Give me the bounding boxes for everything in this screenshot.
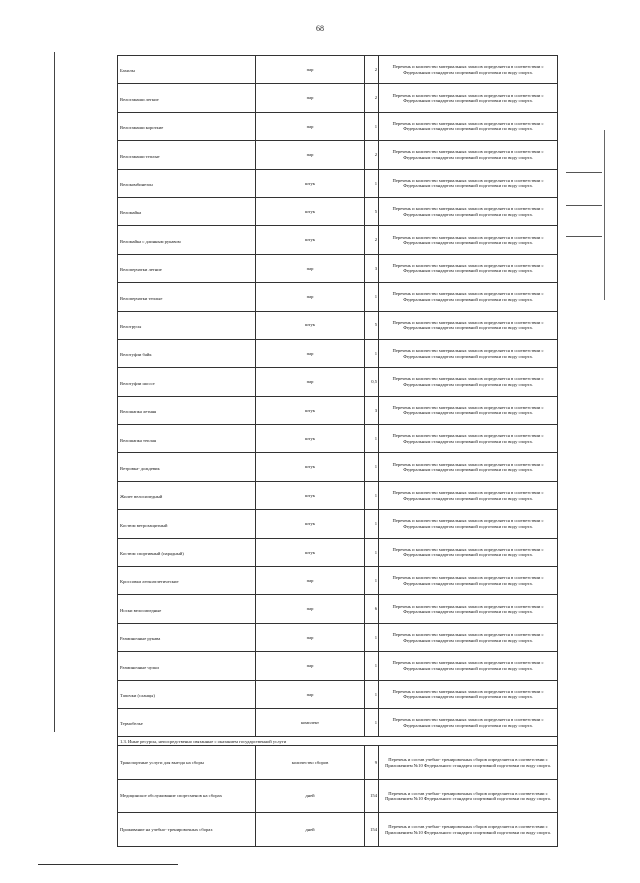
item-unit: штук [256, 226, 365, 254]
table-row [118, 425, 558, 453]
item-unit: пар [256, 84, 365, 112]
item-quantity: 3 [365, 396, 379, 424]
item-quantity: 0,5 [365, 368, 379, 396]
item-note: Перечень и состав учебно- тренировочных сборов определяется в соответствии с Приложением №10 Федерального стандарта спортивной подготовки по виду спорта. [379, 746, 558, 780]
table-row [118, 510, 558, 538]
margin-tick [566, 172, 602, 173]
item-unit: штук [256, 169, 365, 197]
item-note: Перечень и количество материальных запасов определяется в соответствии с Федеральным стандартом спортивной подготовки по виду спорта. [379, 708, 558, 736]
item-quantity: 1 [365, 567, 379, 595]
item-quantity: 1 [365, 453, 379, 481]
item-quantity: 1 [365, 169, 379, 197]
item-note: Перечень и количество материальных запасов определяется в соответствии с Федеральным стандартом спортивной подготовки по виду спорта. [379, 311, 558, 339]
item-unit: штук [256, 453, 365, 481]
table-row [118, 538, 558, 566]
section-body [118, 737, 558, 746]
item-unit: пар [256, 623, 365, 651]
item-unit: пар [256, 567, 365, 595]
item-quantity: 6 [365, 595, 379, 623]
item-note: Перечень и количество материальных запасов определяется в соответствии с Федеральным стандартом спортивной подготовки по виду спорта. [379, 283, 558, 311]
item-name: Носки велосипедные [118, 595, 256, 623]
table-row [118, 708, 558, 736]
item-unit: штук [256, 481, 365, 509]
item-unit: штук [256, 510, 365, 538]
item-unit: дней [256, 779, 365, 813]
item-name: Веломайка [118, 197, 256, 225]
item-name: Ветровка- дождевик [118, 453, 256, 481]
item-name: Бахилы [118, 56, 256, 84]
table-row [118, 595, 558, 623]
item-quantity: 1 [365, 652, 379, 680]
item-quantity: 154 [365, 779, 379, 813]
item-unit: пар [256, 56, 365, 84]
item-unit: комплект [256, 708, 365, 736]
table-row [118, 567, 558, 595]
item-quantity: 154 [365, 813, 379, 847]
item-quantity: 1 [365, 339, 379, 367]
table-row [118, 680, 558, 708]
item-unit: дней [256, 813, 365, 847]
item-quantity: 2 [365, 84, 379, 112]
section-row [118, 737, 558, 746]
item-name: Жилет велосипедный [118, 481, 256, 509]
item-quantity: 1 [365, 112, 379, 140]
item-note: Перечень и количество материальных запасов определяется в соответствии с Федеральным стандартом спортивной подготовки по виду спорта. [379, 425, 558, 453]
item-name: Велогамаши легкие [118, 84, 256, 112]
item-quantity: 2 [365, 226, 379, 254]
item-quantity: 3 [365, 254, 379, 282]
item-name: Кроссовки легкоатлетические [118, 567, 256, 595]
item-name: Разминочные чулки [118, 652, 256, 680]
table-row [118, 169, 558, 197]
item-unit: штук [256, 311, 365, 339]
item-name: Медицинское обслуживание спортсменов на сборах [118, 779, 256, 813]
item-quantity: 1 [365, 510, 379, 538]
item-quantity: 1 [365, 481, 379, 509]
item-unit: пар [256, 283, 365, 311]
item-quantity: 1 [365, 680, 379, 708]
item-name: Велогамаши теплые [118, 141, 256, 169]
item-unit: пар [256, 368, 365, 396]
item-quantity: 5 [365, 197, 379, 225]
item-note: Перечень и количество материальных запасов определяется в соответствии с Федеральным стандартом спортивной подготовки по виду спорта. [379, 396, 558, 424]
item-note: Перечень и количество материальных запасов определяется в соответствии с Федеральным стандартом спортивной подготовки по виду спорта. [379, 169, 558, 197]
extra-items-body [118, 746, 558, 847]
item-note: Перечень и количество материальных запасов определяется в соответствии с Федеральным стандартом спортивной подготовки по виду спорта. [379, 481, 558, 509]
table-row [118, 623, 558, 651]
item-note: Перечень и количество материальных запасов определяется в соответствии с Федеральным стандартом спортивной подготовки по виду спорта. [379, 197, 558, 225]
item-name: Велошапка теплая [118, 425, 256, 453]
right-margin-rule [604, 130, 605, 300]
item-note: Перечень и состав учебно- тренировочных сборов определяется в соответствии с Приложением №10 Федерального стандарта спортивной подготовки по виду спорта. [379, 779, 558, 813]
table-row [118, 112, 558, 140]
item-unit: штук [256, 396, 365, 424]
item-name: Велоперчатки летние [118, 254, 256, 282]
table-row [118, 254, 558, 282]
item-note: Перечень и количество материальных запасов определяется в соответствии с Федеральным стандартом спортивной подготовки по виду спорта. [379, 112, 558, 140]
item-note: Перечень и количество материальных запасов определяется в соответствии с Федеральным стандартом спортивной подготовки по виду спорта. [379, 141, 558, 169]
section-title: 1.3. Иные ресурсы, непосредственно связанные с оказанием государственной услуги [118, 737, 558, 746]
item-name: Веломайка с длинным рукавом [118, 226, 256, 254]
item-note: Перечень и количество материальных запасов определяется в соответствии с Федеральным стандартом спортивной подготовки по виду спорта. [379, 567, 558, 595]
item-note: Перечень и состав учебно- тренировочных сборов определяется в соответствии с Приложением №10 Федерального стандарта спортивной подготовки по виду спорта. [379, 813, 558, 847]
left-margin-rule [54, 52, 55, 732]
resources-table [117, 55, 558, 847]
item-note: Перечень и количество материальных запасов определяется в соответствии с Федеральным стандартом спортивной подготовки по виду спорта. [379, 339, 558, 367]
table-row [118, 481, 558, 509]
table-row [118, 368, 558, 396]
item-note: Перечень и количество материальных запасов определяется в соответствии с Федеральным стандартом спортивной подготовки по виду спорта. [379, 652, 558, 680]
item-unit: пар [256, 680, 365, 708]
item-name: Тапочки (сланцы) [118, 680, 256, 708]
item-unit: пар [256, 595, 365, 623]
item-name: Велотуфли байк [118, 339, 256, 367]
item-quantity: 1 [365, 538, 379, 566]
item-name: Велотуфли шоссе [118, 368, 256, 396]
item-note: Перечень и количество материальных запасов определяется в соответствии с Федеральным стандартом спортивной подготовки по виду спорта. [379, 84, 558, 112]
item-quantity: 1 [365, 425, 379, 453]
item-name: Велокомбинезон [118, 169, 256, 197]
item-unit: пар [256, 112, 365, 140]
item-note: Перечень и количество материальных запасов определяется в соответствии с Федеральным стандартом спортивной подготовки по виду спорта. [379, 56, 558, 84]
item-unit: пар [256, 141, 365, 169]
item-name: Транспортные услуги для выезда на сборы [118, 746, 256, 780]
page-number: 68 [316, 24, 324, 33]
table-row [118, 396, 558, 424]
item-name: Велошапка летняя [118, 396, 256, 424]
item-name: Велотрусы [118, 311, 256, 339]
item-name: Разминочные рукава [118, 623, 256, 651]
item-note: Перечень и количество материальных запасов определяется в соответствии с Федеральным стандартом спортивной подготовки по виду спорта. [379, 510, 558, 538]
table-row [118, 779, 558, 813]
item-name: Костюм ветрозащитный [118, 510, 256, 538]
item-note: Перечень и количество материальных запасов определяется в соответствии с Федеральным стандартом спортивной подготовки по виду спорта. [379, 680, 558, 708]
item-quantity: 9 [365, 746, 379, 780]
table-row [118, 311, 558, 339]
table-row [118, 283, 558, 311]
item-unit: количество сборов [256, 746, 365, 780]
item-quantity: 1 [365, 283, 379, 311]
table-row [118, 56, 558, 84]
item-unit: пар [256, 254, 365, 282]
table-row [118, 141, 558, 169]
item-quantity: 1 [365, 708, 379, 736]
item-quantity: 5 [365, 311, 379, 339]
table-row [118, 197, 558, 225]
item-name: Костюм спортивный (парадный) [118, 538, 256, 566]
item-note: Перечень и количество материальных запасов определяется в соответствии с Федеральным стандартом спортивной подготовки по виду спорта. [379, 453, 558, 481]
table-row [118, 84, 558, 112]
item-quantity: 1 [365, 623, 379, 651]
table-row [118, 226, 558, 254]
item-unit: штук [256, 197, 365, 225]
item-quantity: 2 [365, 141, 379, 169]
table-row [118, 813, 558, 847]
item-note: Перечень и количество материальных запасов определяется в соответствии с Федеральным стандартом спортивной подготовки по виду спорта. [379, 254, 558, 282]
item-note: Перечень и количество материальных запасов определяется в соответствии с Федеральным стандартом спортивной подготовки по виду спорта. [379, 226, 558, 254]
item-unit: штук [256, 538, 365, 566]
item-note: Перечень и количество материальных запасов определяется в соответствии с Федеральным стандартом спортивной подготовки по виду спорта. [379, 623, 558, 651]
footer-rule [38, 864, 178, 865]
item-quantity: 2 [365, 56, 379, 84]
item-note: Перечень и количество материальных запасов определяется в соответствии с Федеральным стандартом спортивной подготовки по виду спорта. [379, 595, 558, 623]
item-name: Велогамаши короткие [118, 112, 256, 140]
item-name: Велоперчатки теплые [118, 283, 256, 311]
item-name: Термобелье [118, 708, 256, 736]
items-body [118, 56, 558, 737]
item-note: Перечень и количество материальных запасов определяется в соответствии с Федеральным стандартом спортивной подготовки по виду спорта. [379, 538, 558, 566]
item-name: Проживание на учебно- тренировочных сборах [118, 813, 256, 847]
margin-tick [566, 236, 602, 237]
table-row [118, 339, 558, 367]
margin-tick [566, 205, 602, 206]
item-unit: пар [256, 652, 365, 680]
table-row [118, 746, 558, 780]
table-row [118, 453, 558, 481]
item-note: Перечень и количество материальных запасов определяется в соответствии с Федеральным стандартом спортивной подготовки по виду спорта. [379, 368, 558, 396]
table-row [118, 652, 558, 680]
item-unit: пар [256, 339, 365, 367]
item-unit: штук [256, 425, 365, 453]
